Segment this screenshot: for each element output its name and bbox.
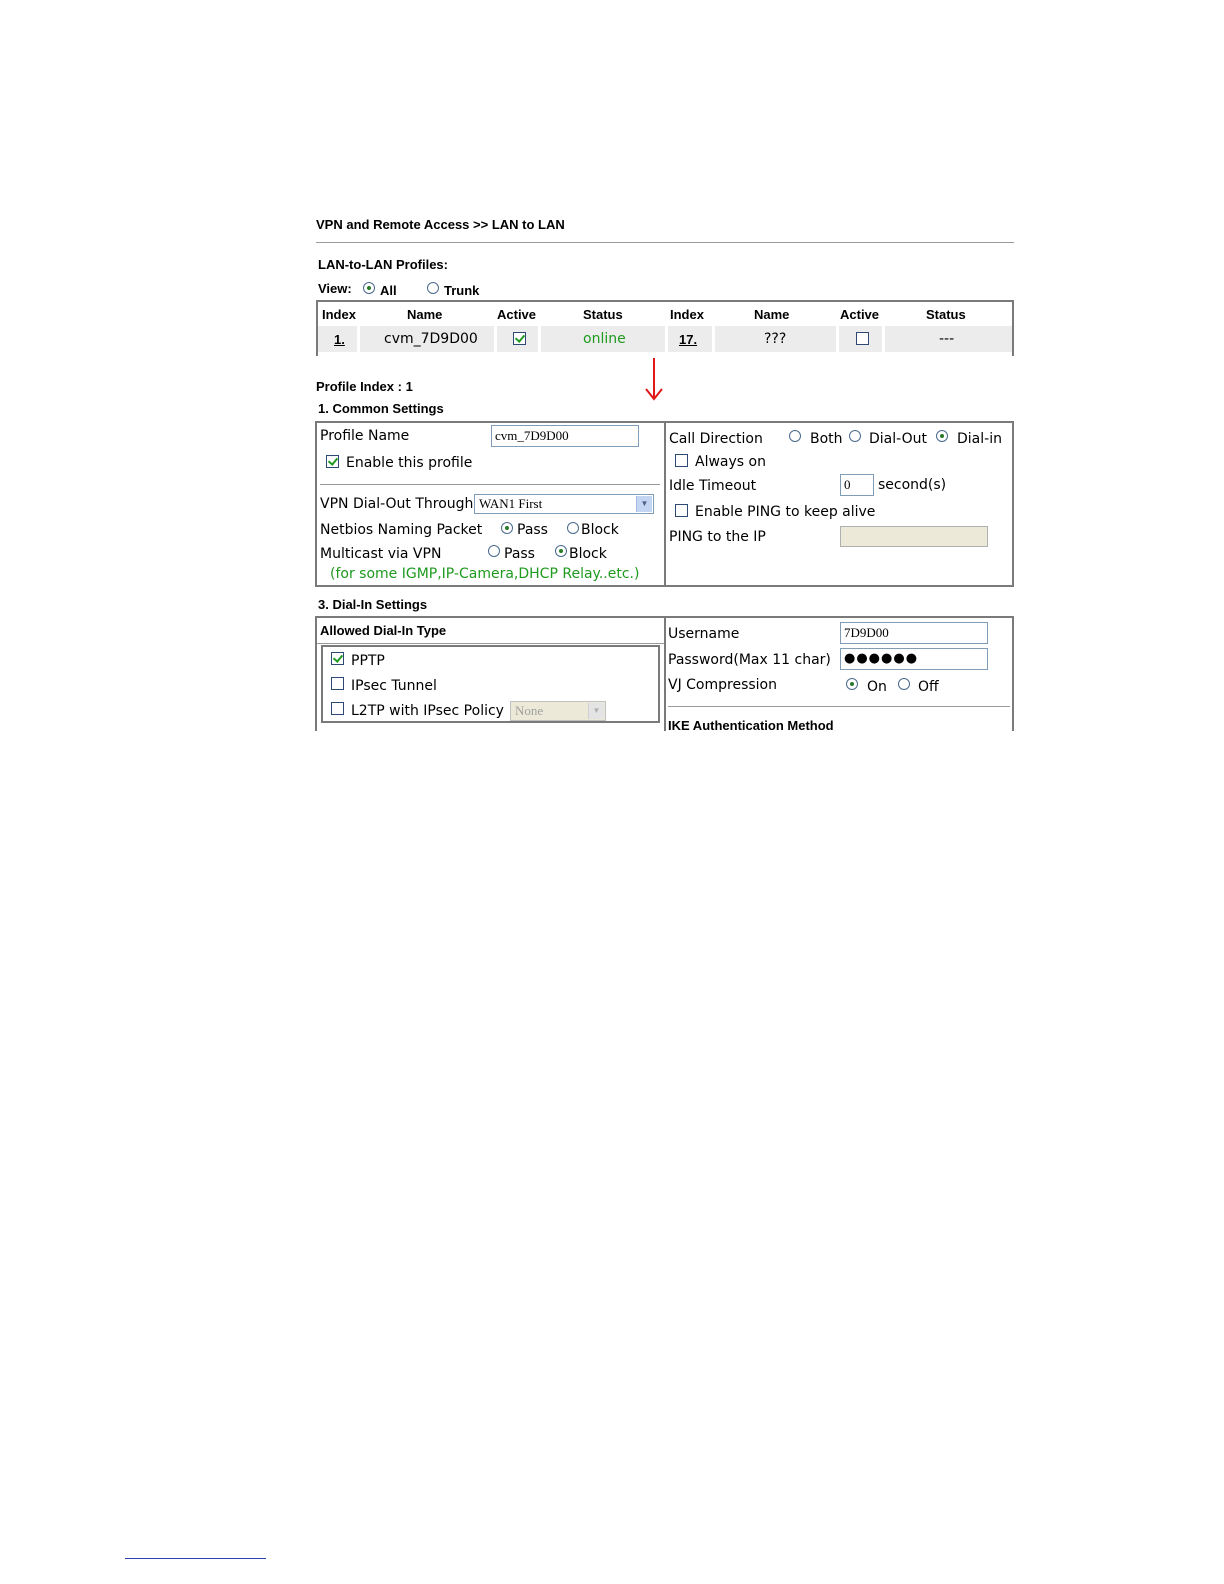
col-header-name-2: Name — [754, 307, 790, 322]
l2tp-checkbox[interactable] — [331, 702, 344, 715]
ipsec-tunnel-checkbox[interactable] — [331, 677, 344, 690]
username-input[interactable]: 7D9D00 — [840, 622, 988, 644]
vpn-dialout-label: VPN Dial-Out Through — [320, 496, 474, 512]
call-direction-dialin-label: Dial-in — [957, 431, 1002, 447]
vj-on-radio[interactable] — [846, 678, 858, 690]
profile-active-checkbox-17[interactable] — [856, 332, 869, 345]
multicast-block-label: Block — [569, 546, 607, 562]
vj-compression-label: VJ Compression — [668, 677, 777, 693]
header-divider — [316, 242, 1014, 243]
call-direction-dialout-label: Dial-Out — [869, 431, 927, 447]
l2tp-policy-select[interactable] — [510, 701, 606, 721]
multicast-block-radio[interactable] — [555, 545, 567, 557]
l2tp-label: L2TP with IPsec Policy — [351, 703, 504, 719]
col-header-status: Status — [583, 307, 623, 322]
vj-off-label: Off — [918, 679, 939, 695]
profile-link-17[interactable]: 17. — [679, 332, 698, 347]
chevron-down-icon: ▼ — [636, 496, 652, 512]
view-label: View: — [318, 281, 352, 296]
col-header-active-2: Active — [840, 307, 880, 322]
enable-profile-checkbox[interactable] — [326, 455, 339, 468]
vpn-dialout-select[interactable] — [474, 494, 654, 514]
enable-ping-checkbox[interactable] — [675, 504, 688, 517]
pptp-label: PPTP — [351, 653, 385, 669]
password-label: Password(Max 11 char) — [668, 652, 831, 668]
username-label: Username — [668, 626, 740, 642]
profile-link-1[interactable]: 1. — [334, 332, 345, 347]
down-arrow-icon — [643, 356, 665, 402]
profile-name-label: Profile Name — [320, 428, 410, 444]
idle-timeout-input[interactable]: 0 — [840, 474, 874, 496]
netbios-block-label: Block — [581, 522, 619, 538]
profile-name-1: cvm_7D9D00 — [384, 331, 478, 347]
call-direction-both-radio[interactable] — [789, 430, 801, 442]
netbios-label: Netbios Naming Packet — [320, 522, 483, 538]
ipsec-tunnel-label: IPsec Tunnel — [351, 678, 437, 694]
col-header-index: Index — [322, 307, 356, 322]
netbios-pass-radio[interactable] — [501, 522, 513, 534]
view-trunk-label: Trunk — [444, 283, 480, 298]
l2tp-policy-value: None — [515, 703, 544, 718]
multicast-label: Multicast via VPN — [320, 546, 442, 562]
chevron-down-icon: ▼ — [588, 703, 604, 719]
ping-ip-label: PING to the IP — [669, 529, 766, 545]
call-direction-dialin-radio[interactable] — [936, 430, 948, 442]
pptp-checkbox[interactable] — [331, 652, 344, 665]
ping-ip-input[interactable] — [840, 526, 988, 547]
idle-timeout-label: Idle Timeout — [669, 478, 757, 494]
vj-off-radio[interactable] — [898, 678, 910, 690]
password-input[interactable]: ●●●●●● — [840, 648, 988, 670]
always-on-checkbox[interactable] — [675, 454, 688, 467]
col-header-name: Name — [407, 307, 443, 322]
view-all-radio[interactable] — [363, 282, 375, 294]
netbios-block-radio[interactable] — [567, 522, 579, 534]
profile-name-input[interactable]: cvm_7D9D00 — [491, 425, 639, 447]
col-header-index-2: Index — [670, 307, 704, 322]
multicast-pass-label: Pass — [504, 546, 535, 562]
multicast-note: (for some IGMP,IP-Camera,DHCP Relay..etc.) — [330, 566, 640, 582]
left-panel-divider — [320, 484, 660, 485]
dialin-settings-title: 3. Dial-In Settings — [318, 597, 428, 612]
ike-auth-title: IKE Authentication Method — [668, 718, 834, 733]
view-trunk-radio[interactable] — [427, 282, 439, 294]
col-header-active: Active — [497, 307, 537, 322]
profile-name-17: ??? — [764, 331, 787, 347]
profile-status-1: online — [583, 331, 626, 347]
col-header-status-2: Status — [926, 307, 966, 322]
multicast-pass-radio[interactable] — [488, 545, 500, 557]
always-on-label: Always on — [695, 454, 766, 470]
call-direction-label: Call Direction — [669, 431, 763, 447]
breadcrumb: VPN and Remote Access >> LAN to LAN — [316, 217, 565, 232]
profiles-title: LAN-to-LAN Profiles: — [318, 257, 448, 272]
vpn-dialout-value: WAN1 First — [479, 496, 543, 511]
common-settings-title: 1. Common Settings — [318, 401, 444, 416]
netbios-pass-label: Pass — [517, 522, 548, 538]
vj-on-label: On — [867, 679, 887, 695]
footnote-rule — [125, 1558, 266, 1559]
call-direction-dialout-radio[interactable] — [849, 430, 861, 442]
allowed-dialin-type-title: Allowed Dial-In Type — [320, 623, 447, 638]
profile-status-17: --- — [939, 331, 955, 347]
panel-divider — [664, 421, 666, 587]
view-all-label: All — [380, 283, 397, 298]
call-direction-both-label: Both — [810, 431, 843, 447]
enable-profile-label: Enable this profile — [346, 455, 473, 471]
idle-timeout-unit: second(s) — [878, 477, 947, 493]
enable-ping-label: Enable PING to keep alive — [695, 504, 876, 520]
profile-active-checkbox-1[interactable] — [513, 332, 526, 345]
profile-index: Profile Index : 1 — [316, 379, 413, 394]
